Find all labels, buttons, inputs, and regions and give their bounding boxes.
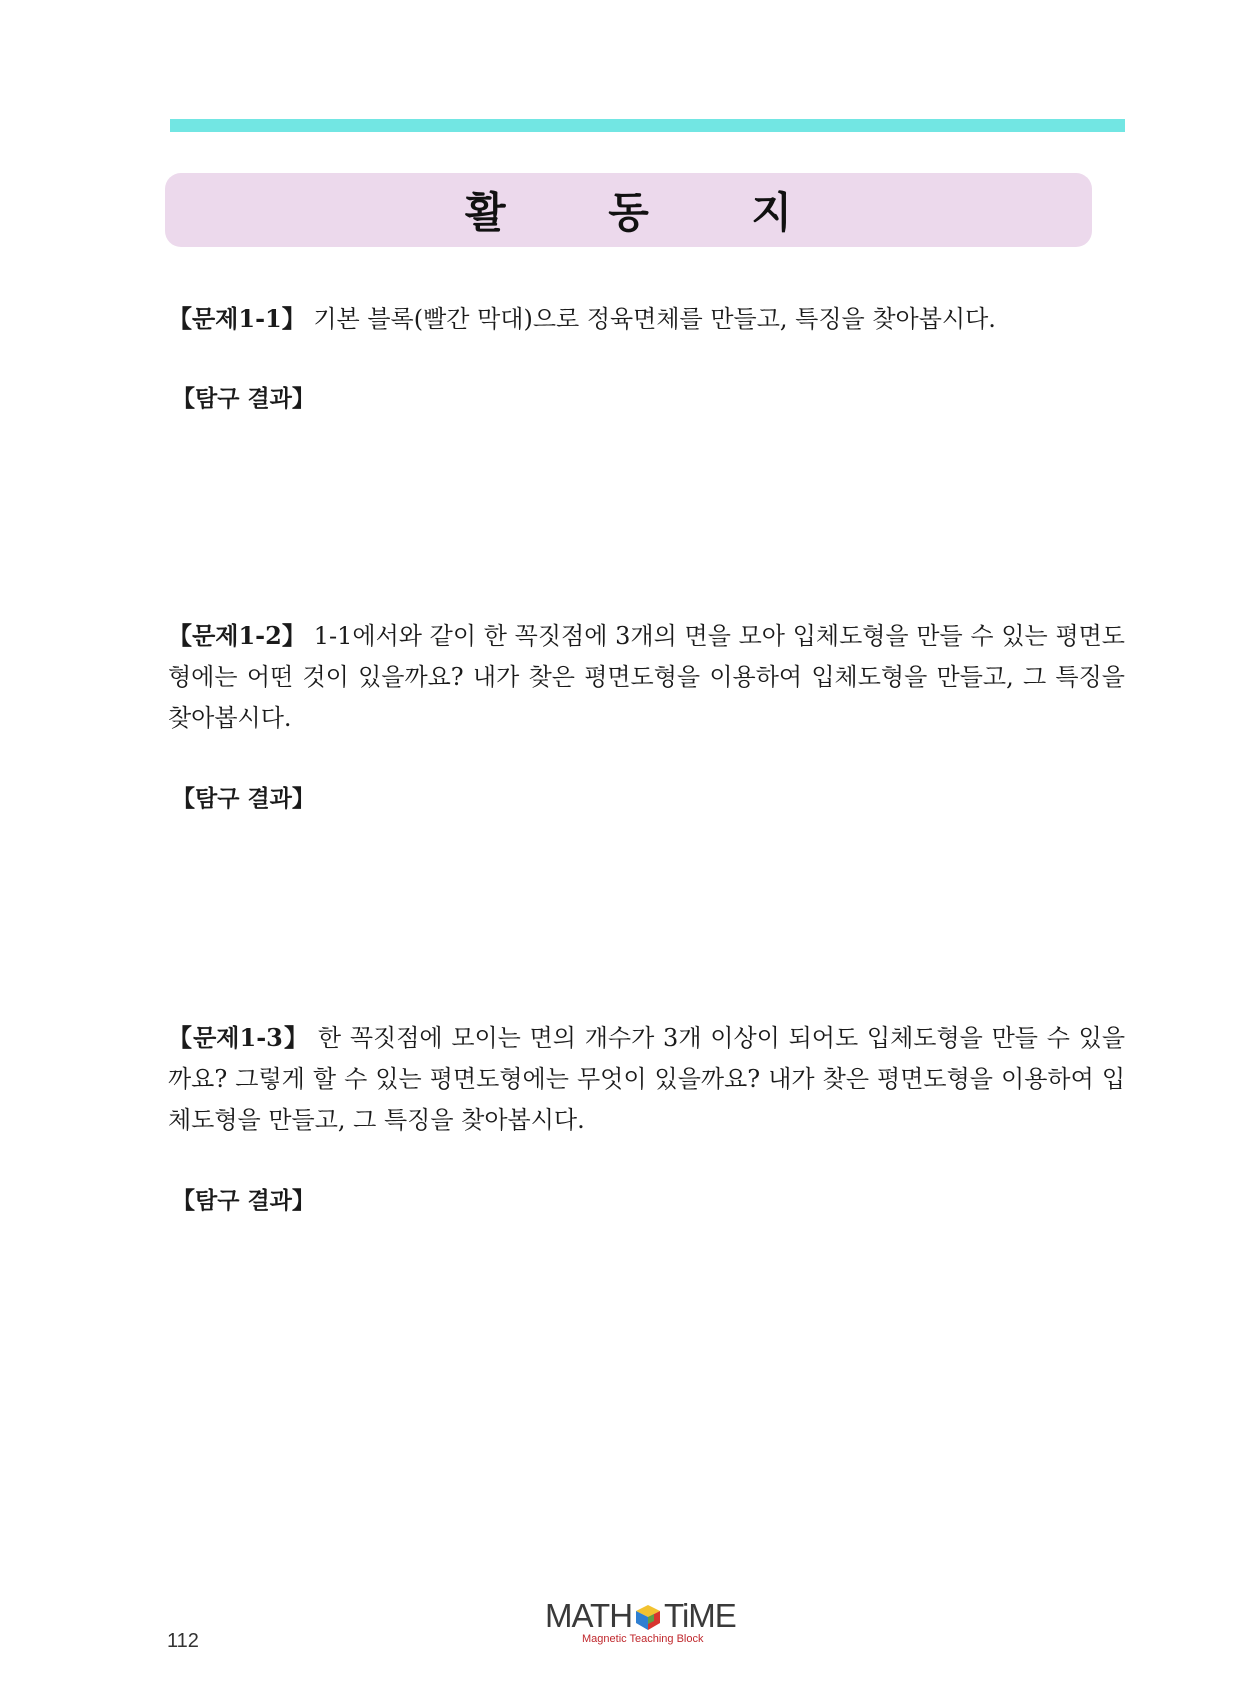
result-label-1: 【탐구 결과】	[172, 385, 315, 412]
problem-label: 【문제1-2】	[168, 621, 307, 650]
result-label-3: 【탐구 결과】	[172, 1187, 315, 1214]
logo-text-right: TiME	[664, 1597, 736, 1634]
problem-label: 【문제1-1】	[168, 304, 306, 333]
logo-wordmark	[545, 1597, 736, 1635]
page-title: 활 동 지	[465, 188, 836, 237]
problem-text: 기본 블록(빨간 막대)으로 정육면체를 만들고, 특징을 찾아봅시다.	[305, 305, 996, 333]
problem-1-1	[168, 298, 1125, 340]
logo-subtitle: Magnetic Teaching Block	[582, 1633, 704, 1645]
cube-logo-icon	[633, 1602, 663, 1632]
top-accent-bar	[170, 119, 1125, 132]
title-box	[165, 173, 1092, 247]
result-label-2: 【탐구 결과】	[172, 785, 315, 812]
problem-label: 【문제1-3】	[168, 1023, 310, 1052]
problem-1-2	[168, 615, 1125, 739]
problem-text: 한 꼭짓점에 모이는 면의 개수가 3개 이상이 되어도 입체도형을 만들 수 있을까요? 그렇게 할 수 있는 평면도형에는 무엇이 있을까요? 내가 찾은 평면도형을 이용하여 입체도형을 만들고, 그 특징을 찾아봅시다.	[168, 1024, 1125, 1134]
page-number: 112	[167, 1630, 199, 1652]
logo-text-left: MATH	[545, 1597, 633, 1634]
problem-text: 1-1에서와 같이 한 꼭짓점에 3개의 면을 모아 입체도형을 만들 수 있는 평면도형에는 어떤 것이 있을까요? 내가 찾은 평면도형을 이용하여 입체도형을 만들고, 그 특징을 찾아봅시다.	[168, 622, 1125, 732]
problem-1-3	[168, 1017, 1125, 1141]
math-time-logo	[545, 1597, 745, 1647]
